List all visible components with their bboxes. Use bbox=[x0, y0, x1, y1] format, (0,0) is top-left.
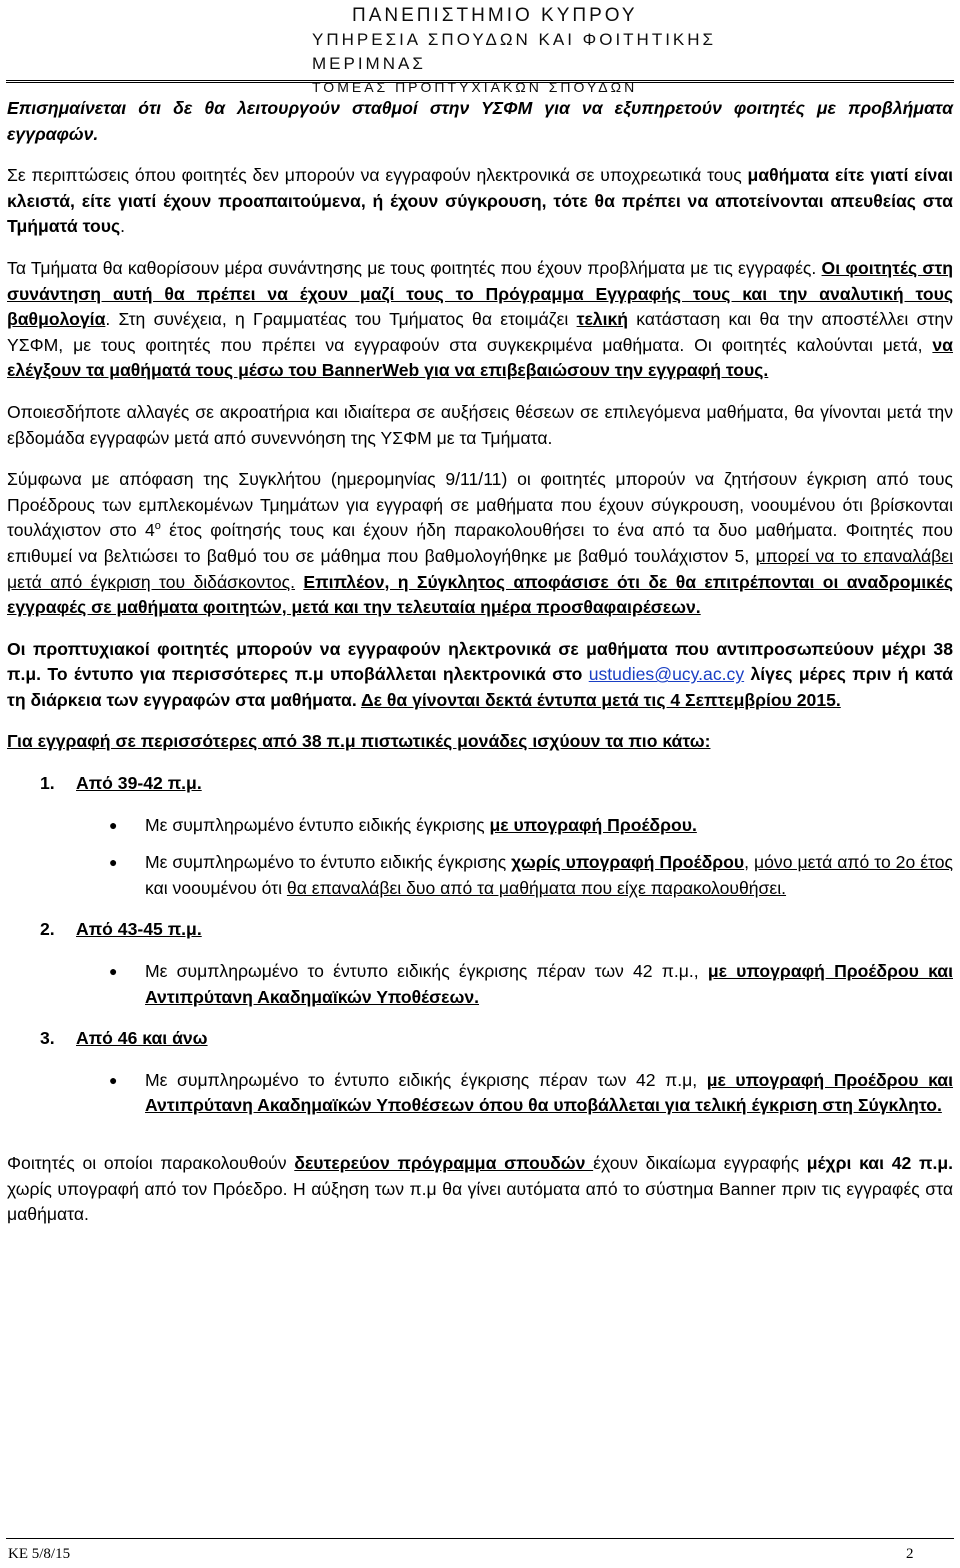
paragraph-credit-limit: Οι προπτυχιακοί φοιτητές μπορούν να εγγραφούν ηλεκτρονικά σε μαθήματα που αντιπροσωπεύουν μέχρι 38 π.μ. Το έντυπο για περισσότερες π.μ υποβάλλεται ηλεκτρονικά στο ustudies@ucy.ac.cy λίγες μέρες πριν ή κατά τη διάρκεια των εγγραφών στα μαθήματα. Δε θα γίνονται δεκτά έντυπα μετά τις 4 Σεπτεμβρίου 2015. bbox=[7, 638, 953, 710]
bullet-icon: ● bbox=[109, 816, 118, 833]
list-item-2: 2. Από 43-45 π.μ. bbox=[40, 919, 202, 940]
page-number: 2 bbox=[906, 1546, 914, 1562]
bullet-item: ● Με συμπληρωμένο το έντυπο ειδικής έγκρισης πέραν των 42 π.μ., με υπογραφή Προέδρου και Αντιπρύτανη Ακαδημαϊκών Υποθέσεων. bbox=[7, 959, 953, 1010]
header-divider bbox=[6, 80, 954, 83]
footer-date: ΚΕ 5/8/15 bbox=[8, 1546, 71, 1562]
paragraph-minor-program: Φοιτητές οι οποίοι παρακολουθούν δευτερεύον πρόγραμμα σπουδών έχουν δικαίωμα εγγραφής μέχρι και 42 π.μ. χωρίς υπογραφή από τον Πρόεδρο. Η αύξηση των π.μ θα γίνει αυτόματα από το σύστημα Banner πριν τις εγγραφές στα μαθήματα. bbox=[7, 1153, 954, 1225]
list-item-1: 1. Από 39-42 π.μ. bbox=[40, 773, 202, 794]
bullet-item: ● Με συμπληρωμένο το έντυπο ειδικής έγκρισης πέραν των 42 π.μ, με υπογραφή Προέδρου και Αντιπρύτανη Ακαδημαϊκών Υποθέσεων όπου θα υποβάλλεται για τελική έγκριση στη Σύγκλητο. bbox=[7, 1068, 953, 1119]
bullet-icon: ● bbox=[109, 963, 118, 980]
notice-paragraph: Επισημαίνεται ότι δε θα λειτουργούν σταθμοί στην ΥΣΦΜ για να εξυπηρετούν φοιτητές με προβλήματα εγγραφών. bbox=[7, 98, 953, 144]
paragraph-meeting: Τα Τμήματα θα καθορίσουν μέρα συνάντησης με τους φοιτητές που έχουν προβλήματα με τις εγγραφές. Οι φοιτητές στη συνάντηση αυτή θα πρέπει να έχουν μαζί τους το Πρόγραμμα Εγγραφής τους και την αναλυτική τους βαθμολογία. Στη συνέχεια, η Γραμματέας του Τμήματος θα ετοιμάζει τελική κατάσταση και θα την αποστέλλει στην ΥΣΦΜ, με τους φοιτητές που πρέπει να εγγραφούν στα συγκεκριμένα μαθήματα. Οι φοιτητές καλούνται μετά, να ελέγξουν τα μαθήματά τους μέσω του BannerWeb για να επιβεβαιώσουν την εγγραφή τους. bbox=[7, 257, 953, 381]
bullet-item: ● Με συμπληρωμένο το έντυπο ειδικής έγκρισης χωρίς υπογραφή Προέδρου, μόνο μετά από το 2ο έτος και νοουμένου ότι θα επαναλάβει δυο από τα μαθήματα που είχε παρακολουθήσει. bbox=[7, 850, 953, 901]
bullet-icon: ● bbox=[109, 854, 118, 871]
university-name: ΠΑΝΕΠΙΣΤΗΜΙΟ ΚΥΠΡΟΥ bbox=[352, 5, 638, 26]
document-body bbox=[7, 96, 953, 1228]
rules-heading: Για εγγραφή σε περισσότερες από 38 π.μ πιστωτικές μονάδες ισχύουν τα πιο κάτω: bbox=[7, 731, 711, 752]
document-header bbox=[300, 4, 800, 98]
email-link[interactable]: ustudies@ucy.ac.cy bbox=[588, 664, 745, 685]
sector-name: ΤΟΜΕΑΣ ΠΡΟΠΤΥΧΙΑΚΩΝ ΣΠΟΥΔΩΝ bbox=[312, 79, 638, 95]
list-item-3: 3. Από 46 και άνω bbox=[40, 1028, 208, 1049]
paragraph-changes: Οποιεσδήποτε αλλαγές σε ακροατήρια και ιδιαίτερα σε αυξήσεις θέσεων σε επιλεγόμενα μαθήματα, θα γίνονται μετά την εβδομάδα εγγραφών μετά από συνεννόηση της ΥΣΦΜ με τα Τμήματα. bbox=[7, 401, 953, 448]
paragraph-departments: Σε περιπτώσεις όπου φοιτητές δεν μπορούν να εγγραφούν ηλεκτρονικά σε υποχρεωτικά τους μαθήματα είτε γιατί είναι κλειστά, είτε γιατί έχουν προαπαιτούμενα, ή έχουν σύγκρουση, τότε θα πρέπει να αποτείνονται απευθείας στα Τμήματά τους. bbox=[7, 165, 954, 237]
paragraph-senate: Σύμφωνα με απόφαση της Συγκλήτου (ημερομηνίας 9/11/11) οι φοιτητές μπορούν να ζητήσουν έγκριση από τους Προέδρους των εμπλεκομένων Τμημάτων για εγγραφή σε μαθήματα που έχουν σύγκρουση, νοουμένου ότι βρίσκονται τουλάχιστον στο $4^o$ έτος φοίτησής τους και έχουν ήδη παρακολουθήσει το ένα από τα δυο μαθήματα. Φοιτητές που επιθυμεί να βελτιώσει το βαθμό του σε μάθημα που βαθμολογήθηκε με βαθμό τουλάχιστον 5, μπορεί να το επαναλάβει μετά από έγκριση του διδάσκοντος. Επιπλέον, η Σύγκλητος αποφάσισε ότι δε θα επιτρέπονται οι αναδρομικές εγγραφές σε μαθήματα φοιτητών, μετά και την τελευταία ημέρα προσθαφαιρέσεων. bbox=[7, 469, 954, 618]
bullet-item: ● Με συμπληρωμένο έντυπο ειδικής έγκρισης με υπογραφή Προέδρου. bbox=[7, 813, 953, 839]
footer-divider bbox=[6, 1538, 954, 1539]
bullet-icon: ● bbox=[109, 1071, 118, 1088]
service-name: ΥΠΗΡΕΣΙΑ ΣΠΟΥΔΩΝ ΚΑΙ ΦΟΙΤΗΤΙΚΗΣ ΜΕΡΙΜΝΑΣ bbox=[312, 30, 717, 73]
